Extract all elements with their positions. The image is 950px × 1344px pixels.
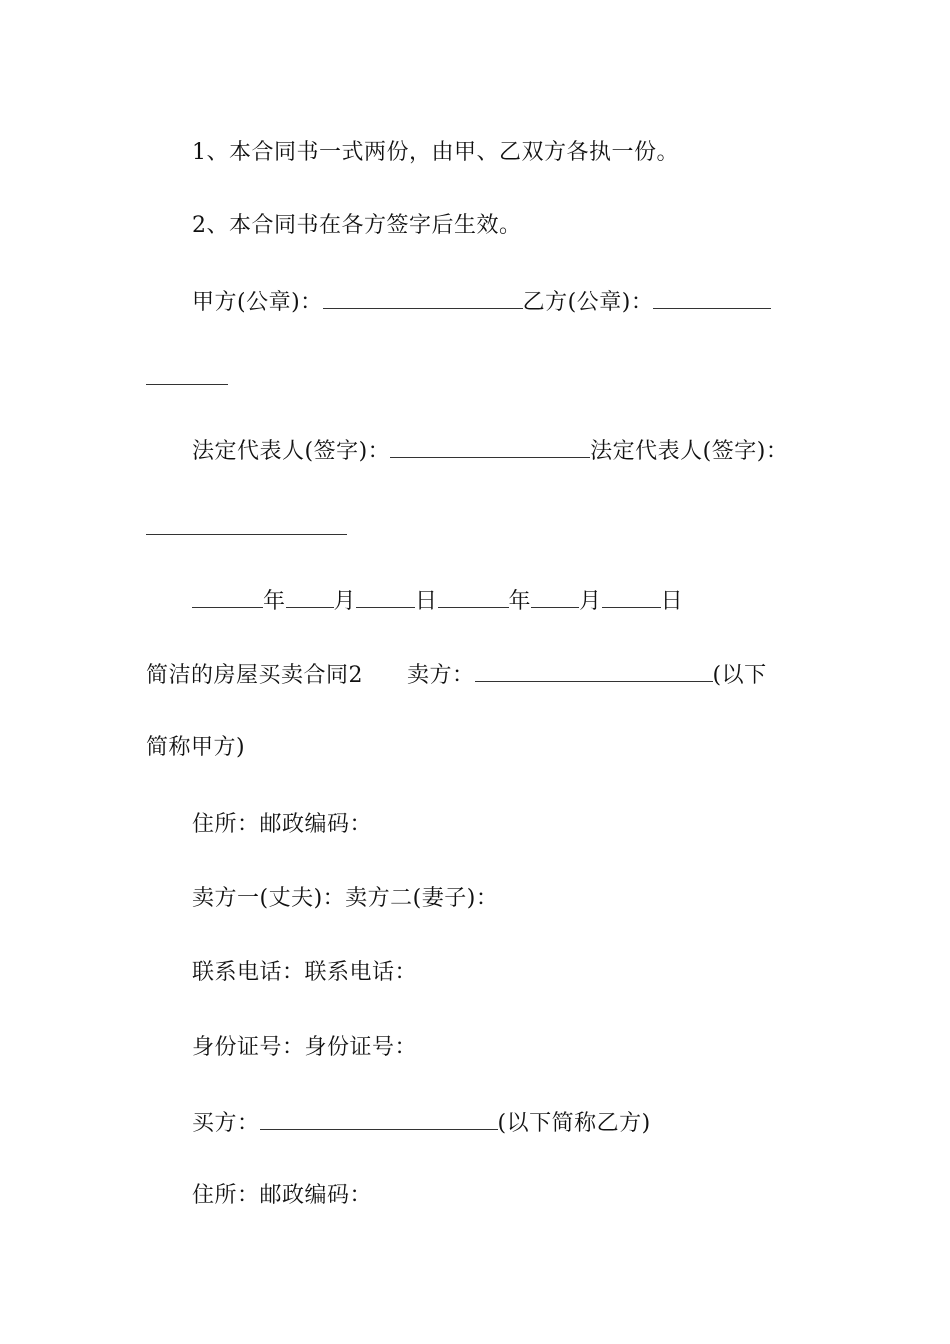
contract2-header-line [146,659,767,691]
day-label-b: 日 [660,589,684,614]
day-blank-a[interactable] [356,585,415,608]
legal-rep-b-blank[interactable] [146,534,347,535]
year-blank-a[interactable] [192,585,263,608]
seller-phone-line: 联系电话：联系电话： [192,960,418,985]
party-b-seal-blank[interactable] [653,286,771,309]
date-line [192,585,683,617]
buyer-label: 买方： [192,1111,260,1136]
year-label-a: 年 [263,589,286,614]
party-a-seal-label: 甲方(公章)： [192,290,323,315]
buyer-suffix: (以下简称乙方) [497,1111,651,1136]
seller-id-line: 身份证号：身份证号： [192,1035,418,1060]
buyer-name-blank[interactable] [260,1107,498,1130]
seller-address-line: 住所：邮政编码： [192,812,373,837]
seller-label: 卖方： [407,663,475,688]
month-blank-a[interactable] [286,585,334,608]
day-blank-b[interactable] [602,585,661,608]
buyer-address-line: 住所：邮政编码： [192,1183,373,1208]
party-b-seal-label: 乙方(公章)： [522,290,654,315]
day-label-a: 日 [415,589,438,614]
party-b-seal-blank-continued[interactable] [146,384,228,385]
year-blank-b[interactable] [438,585,509,608]
year-label-b: 年 [508,589,532,614]
clause-2: 2、本合同书在各方签字后生效。 [192,213,522,238]
contract2-title: 简洁的房屋买卖合同2 [146,663,363,688]
clause-1: 1、本合同书一式两份，由甲、乙双方各执一份。 [192,140,679,165]
legal-rep-b-label: 法定代表人(签字)： [590,439,789,464]
party-a-seal-blank[interactable] [323,286,523,309]
legal-rep-a-label: 法定代表人(签字)： [192,439,391,464]
month-label-b: 月 [579,589,602,614]
legal-rep-a-blank[interactable] [390,435,590,458]
seller-spouses-line: 卖方一(丈夫)：卖方二(妻子)： [192,886,499,911]
seller-suffix: (以下 [712,663,767,688]
seller-suffix-continued: 简称甲方) [146,735,246,760]
legal-rep-line [192,435,788,467]
seal-line [192,286,771,318]
month-label-a: 月 [333,589,357,614]
month-blank-b[interactable] [531,585,579,608]
buyer-line [192,1107,651,1139]
seller-name-blank[interactable] [475,659,713,682]
